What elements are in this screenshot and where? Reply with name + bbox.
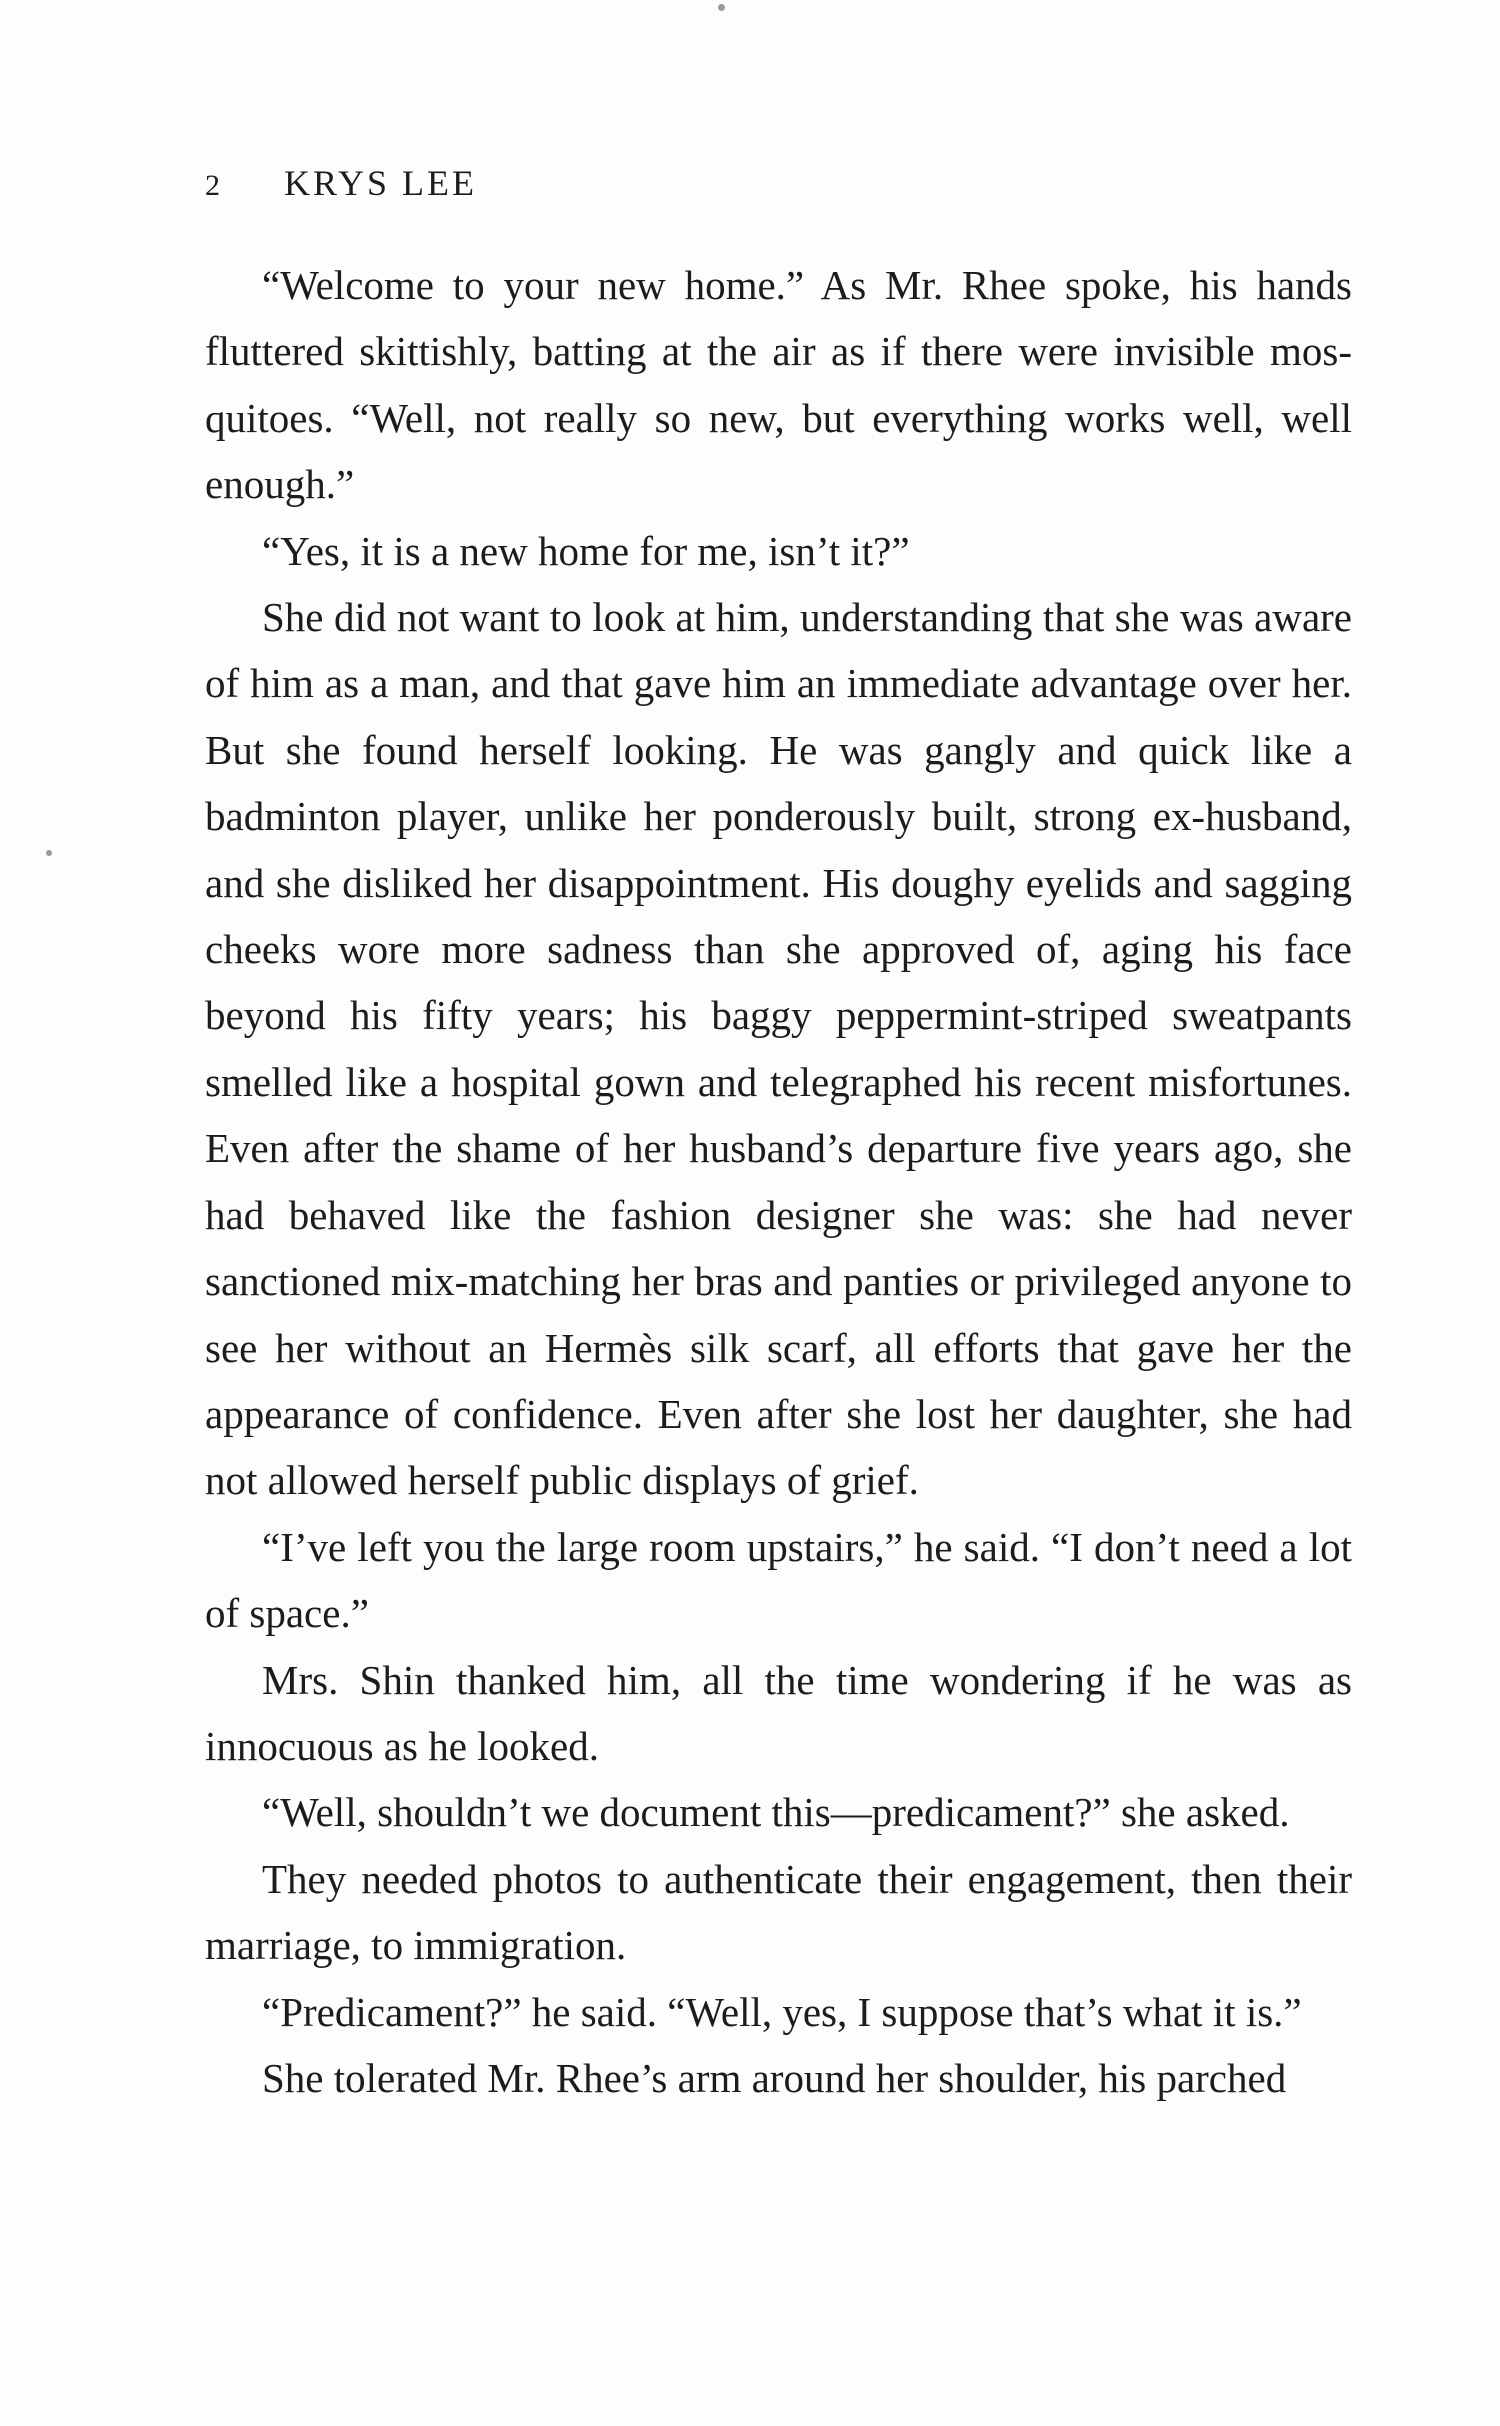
- page-header: [205, 162, 477, 212]
- scan-speck-top: [718, 4, 725, 11]
- paragraph-welcome: “Welcome to your new home.” As Mr. Rhee spoke, his hands fluttered skittishly, batting at the air as if there were invisible mosquitoes. “Well, not really so new, but everything works well, well enough.”: [205, 262, 1352, 508]
- paragraph-large-room: “I’ve left you the large room upstairs,” he said. “I don’t need a lot of space.”: [205, 1523, 1352, 1637]
- scan-speck-left: [46, 850, 52, 856]
- paragraph-description: She did not want to look at him, understanding that she was aware of him as a man, and that gave him an immediate advantage over her. But she found herself looking. He was gangly and quick like a badminton player, unlike her ponderously built, strong ex-husband, and she disliked her disappointment. His doughy eyelids and sagging cheeks wore more sadness than she approved of, aging his face beyond his fifty years; his baggy peppermint-striped sweatpants smelled like a hospital gown and telegraphed his recent misfortunes. Even after the shame of her husband’s departure five years ago, she had behaved like the fashion designer she was: she had never sanctioned mix-matching her bras and panties or privileged anyone to see her without an Hermès silk scarf, all efforts that gave her the appearance of confidence. Even after she lost her daughter, she had not allowed herself public displays of grief.: [205, 594, 1352, 1504]
- paragraph-document: “Well, shouldn’t we document this—predicament?” she asked.: [262, 1789, 1290, 1836]
- page-number: 2: [205, 169, 220, 202]
- body-text: [205, 252, 1352, 2111]
- paragraph-new-home-reply: “Yes, it is a new home for me, isn’t it?”: [262, 527, 910, 574]
- paragraph-photos: They needed photos to authenticate their engagement, then their marriage, to immigration.: [205, 1855, 1352, 1969]
- paragraph-tolerated: She tolerated Mr. Rhee’s arm around her shoulder, his parched: [262, 2054, 1287, 2101]
- paragraph-predicament: “Predicament?” he said. “Well, yes, I suppose that’s what it is.”: [262, 1988, 1302, 2035]
- paragraph-thanked: Mrs. Shin thanked him, all the time wondering if he was as innocuous as he looked.: [205, 1656, 1352, 1769]
- running-head-author: KRYS LEE: [284, 163, 478, 203]
